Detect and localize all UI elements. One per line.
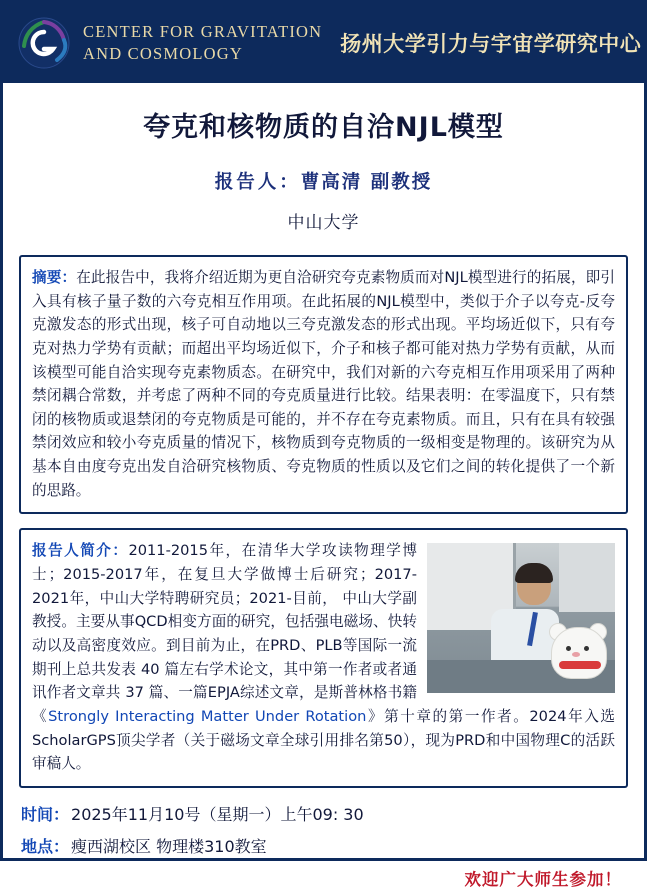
center-english-name: [83, 21, 322, 66]
place-row: [21, 834, 626, 857]
center-chinese-name: 扬州大学引力与宇宙学研究中心: [340, 32, 642, 56]
poster-header: [3, 3, 644, 83]
speaker-name: 曹高清 副教授: [300, 172, 433, 193]
photo-wall: [559, 543, 615, 612]
time-label: 时间：: [21, 804, 70, 824]
abstract-label: 摘要：: [32, 269, 77, 286]
place-label: 地点：: [21, 836, 70, 856]
welcome-note: 欢迎广大师生参加！: [464, 869, 622, 889]
speaker-bio-text-part1: 2011-2015年，在清华大学攻读物理学博士；2015-2017年，在复旦大学做博士后研究；2017-2021年，中山大学特聘研究员；2021-目前， 中山大学副教授。主要从事QCD相变方面的研究，包括强电磁场、快转动以及高密度效应。到目前为止，在PRD、PLB等国际一流期刊上总共发表 40 篇左右学术论文，其中第一作者或者通讯作者文章共 37 篇、一篇EPJA综述文章，是斯普林格书籍《: [32, 542, 417, 725]
speaker-bio-box: [19, 528, 628, 787]
time-row: [21, 802, 626, 825]
speaker-affiliation: 中山大学: [287, 213, 360, 233]
center-english-name-line1: CENTER FOR GRAVITATION: [83, 21, 323, 41]
title-area: [3, 83, 644, 233]
speaker-bio-inner: [32, 539, 615, 775]
speaker-line: [3, 168, 644, 194]
gravitation-cosmology-logo-icon: [17, 16, 71, 70]
poster-footer: [21, 802, 626, 890]
time-value: 2025年11月10号（星期一）上午09: 30: [71, 804, 364, 824]
center-english-name-line2: AND COSMOLOGY: [83, 44, 243, 63]
page-title: 夸克和核物质的自洽NJL模型: [143, 112, 504, 143]
place-value: 瘦西湖校区 物理楼310教室: [71, 836, 267, 856]
abstract-text-block: [32, 266, 615, 502]
speaker-photo: [427, 543, 615, 693]
speaker-bio-text-part2: 》第十章的第一作者。2024年入选ScholarGPS顶尖学者（关于磁场文章全球引用排名第50），现为PRD和中国物理C的活跃审稿人。: [32, 707, 615, 773]
speaker-label: 报告人：: [214, 172, 301, 193]
photo-mascot-scarf: [559, 661, 601, 669]
book-title: Strongly Interacting Matter Under Rotation: [48, 707, 367, 725]
abstract-box: [19, 255, 628, 514]
speaker-bio-label: 报告人简介：: [32, 542, 129, 560]
abstract-text: 在此报告中，我将介绍近期为更自洽研究夸克素物质而对NJL模型进行的拓展，即引入具有核子量子数的六夸克相互作用项。在此拓展的NJL模型中，类似于介子以夸克-反夸克激发态的形式出现，核子可自动地以三夸克激发态的形式出现。平均场近似下，只有夸克对热力学势有贡献；而超出平均场近似下，介子和核子都可能对热力学势有贡献，从而该模型可能自洽实现夸克素物质态。在研究中，我们对新的六夸克相互作用项采用了两种禁闭耦合常数，并考虑了两种不同的夸克质量进行比较。结果表明：在零温度下，只有禁闭的核物质或退禁闭的夸克物质是可能的，并不存在夸克素物质。而且，只有在具有较强禁闭效应和较小夸克质量的情况下，核物质到夸克物质的一级相变是物理的。该研究为从基本自由度夸克出发自洽研究核物质、夸克物质的性质以及它们之间的转化提供了一个新的思路。: [32, 269, 615, 499]
